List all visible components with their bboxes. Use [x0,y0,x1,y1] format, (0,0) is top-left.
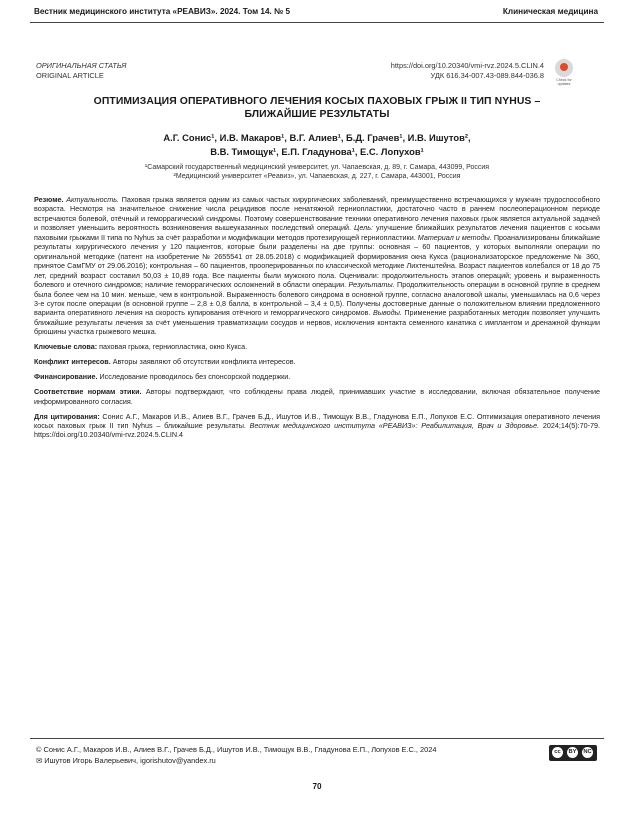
section-title: Клиническая медицина [502,7,598,16]
ethics-text: Авторы подтверждают, что соблюдены права людей, принимавших участие в исследовании, включая обязательное получение информированного согласия. [34,387,600,406]
check-for-updates-icon [555,59,573,77]
footer [36,745,436,766]
ethics [34,387,600,406]
running-header [0,0,634,24]
conclusions-text: Применение разработанных методик позволяет улучшить ближайшие результаты лечения за счёт уменьшения травматизации сосудов и нервов, исключения контакта семенного канатика с имплантом и дренажной функции брюшины участка грыжевого мешка. [34,308,601,337]
article-identifiers [391,61,544,81]
citation [34,412,600,440]
citation-journal: Вестник медицинского института «РЕАВИЗ»: Реабилитация, Врач и Здоровье. [249,421,540,431]
aim-label: Цель: [354,223,373,233]
conclusions-label: Выводы. [372,308,402,318]
relevance-label: Актуальность. [66,195,119,204]
affiliation: ¹Самарский государственный медицинский университет, ул. Чапаевская, д. 89, г. Самара, 443099, Россия [144,164,490,171]
funding-text: Исследование проводилось без спонсорской поддержки. [99,372,291,382]
funding-label: Финансирование. [34,372,98,382]
relevance-text: Паховая грыжа является одним из самых частых хирургических заболеваний, преимущественно встречающихся у мужчин трудоспособного возраста. Несмотря на значительное снижение числа рецидивов после ненатяжной герниопластики, достаточно часто в раннем послеоперационном периоде встречаются болевой, отёчный и геморрагический синдромы. Поэтому совершенствование техники оперативного лечения паховых грыж является актуальной задачей и позволяет уменьшить вероятность возникновения вышеуказанных последствий операций. [34,195,600,233]
article-type-ru: ОРИГИНАЛЬНАЯ СТАТЬЯ [36,61,127,70]
udc-code: УДК 616.34-007.43-089.844-036.8 [430,71,544,80]
affiliations [60,163,574,182]
ethics-label: Соответствие нормам этики. [34,387,142,397]
authors-line: В.В. Тимощук¹, Е.П. Гладунова¹, Е.С. Лопухов¹ [210,146,424,157]
cc-license-icon[interactable] [549,745,597,761]
title-line: ОПТИМИЗАЦИЯ ОПЕРАТИВНОГО ЛЕЧЕНИЯ КОСЫХ ПАХОВЫХ ГРЫЖ II ТИП NYHUS – [93,96,541,107]
keywords [34,342,600,351]
page-number: 70 [312,782,322,791]
citation-tail: 2024;14(5):70-79. https://doi.org/10.20340/vmi-rvz.2024.5.CLIN.4 [34,421,601,440]
results-label: Результаты. [348,280,395,290]
citation-label: Для цитирования: [34,411,100,421]
keywords-label: Ключевые слова: [34,342,98,352]
cc-icon: cc [552,747,563,758]
article-title [50,95,584,121]
results-text: Продолжительность операции в основной группе в среднем была более чем на 10 мин. меньше, чем в контрольной. Выраженность болевого синдрома в основной группе, согласно аналоговой шкалы, уменьшилась на 0,6 через 3-е суток после операции (в основной группе – 2,8 ± 0,8 балла, в контрольной – 3,4 ± 0,5). Получены достоверные данные о положительном влиянии предложенного варианта оперативного лечения на скорость купирования отёчного и геморрагического синдромов. [34,280,600,318]
footer-rule [30,738,604,739]
corresponding-author: ✉ Ишутов Игорь Валерьевич, igorishutov@yandex.ru [36,755,216,765]
check-for-updates-label: Check for updates [556,78,572,86]
author-list [60,131,574,159]
keywords-text: паховая грыжа, герниопластика, окно Кукса. [99,342,248,352]
abstract [34,195,600,337]
header-rule [30,22,604,23]
funding [34,372,600,381]
conflict-label: Конфликт интересов. [34,357,111,367]
doi-link[interactable]: https://doi.org/10.20340/vmi-rvz.2024.5.CLIN.4 [390,61,544,70]
nc-icon: NC [582,747,593,758]
methods-text: Проанализированы ближайшие результаты хирургического лечения у 120 пациентов, которые были разделены на две группы: основная – 60 пациентов, у которых выполняли операции по оригинальной методике (патент на изобретение № 2655541 от 28.05.2018) с модификацией формирования окна Кукса (рационализаторское предложение № 360, принятое СамГМУ от 29.06.2016); контрольная – 60 пациентов, прооперированных по классической методике Лихтенштейна. Возраст пациентов колебался от 18 до 75 лет, средний возраст составил 50,03 ± 10,89 года. Все пациенты были мужского пола. Оценивали: продолжительность этапов операций; уровень и выраженность болевого и отечного синдромов; наличие геморрагических осложнений в области операции. [34,232,600,290]
journal-title: Вестник медицинского института «РЕАВИЗ». 2024. Том 14. № 5 [34,7,291,16]
abstract-label: Резюме. [34,195,64,204]
authors-line: А.Г. Сонис¹, И.В. Макаров¹, В.Г. Алиев¹, Б.Д. Грачев¹, И.В. Ишутов², [163,132,471,143]
copyright: © Сонис А.Г., Макаров И.В., Алиев В.Г., Грачев Б.Д., Ишутов И.В., Тимощук В.В., Гладунова Е.П., Лопухов Е.С., 2024 [36,745,437,754]
citation-text: Сонис А.Г., Макаров И.В., Алиев В.Г., Грачев Б.Д., Ишутов И.В., Тимощук В.В., Гладунова Е.П., Лопухов Е.С. Оптимизация оперативного лечения косых паховых грыж II тип Nyhus – ближайшие результаты. [34,411,600,431]
check-for-updates-badge[interactable] [553,59,575,87]
affiliation: ²Медицинский университет «Реавиз», ул. Чапаевская, д. 227, г. Самара, 443001, Россия [173,173,461,181]
article-front-matter [34,195,600,445]
methods-label: Материал и методы. [417,232,492,242]
conflict-of-interest [34,357,600,366]
title-line: БЛИЖАЙШИЕ РЕЗУЛЬТАТЫ [244,109,390,120]
article-type-en: ORIGINAL ARTICLE [36,71,104,80]
aim-text: улучшение ближайших результатов лечения пациентов с косыми паховыми грыжами II типа по Nyhus за счёт разработки и модификации методов протезирующей герниопластики. [34,223,601,242]
article-type [36,61,126,81]
by-icon: BY [567,747,578,758]
conflict-text: Авторы заявляют об отсутствии конфликта интересов. [112,357,296,367]
